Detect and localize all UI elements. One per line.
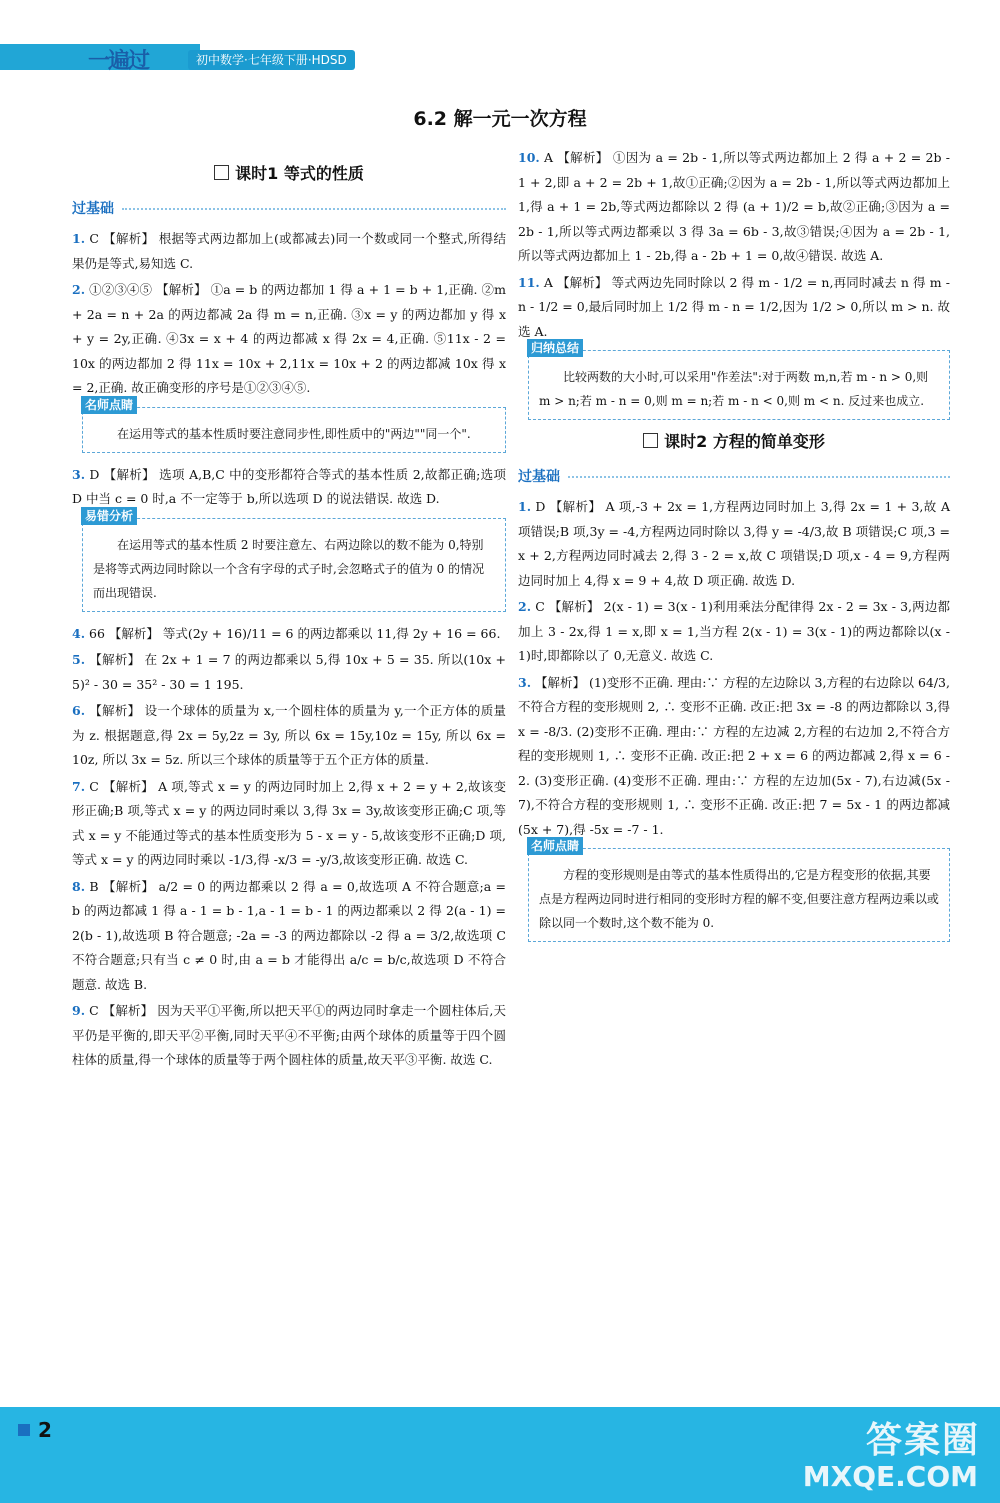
lesson-box-icon: [643, 433, 658, 448]
left-column: [72, 158, 506, 1075]
section-jichu: [72, 197, 506, 222]
answer-item: 7. C 【解析】 A 项,等式 x = y 的两边同时加上 2,得 x + 2 = y + 2,故该变形正确;B 项,等式 x = y 的两边同时乘以 3,得 3x = 3y,故该变形正确;C 项,等式 x = y 不能通过等式的基本性质变形为 5 - x = y - 5,故该变形不正确;D 项,等式 x = y 的两边同时乘以 -1/3,得 -x/3 = -y/3,故该变形正确. 故选 C.: [72, 778, 506, 867]
tip-text: 方程的变形规则是由等式的基本性质得出的,它是方程变形的依据,其要点是方程两边同时进行相同的变形时方程的解不变,但要注意方程两边乘以或除以同一个数时,这个数不能为 0.: [539, 868, 939, 930]
jichu-badge: 过基础: [72, 200, 114, 217]
section-title: 6.2 解一元一次方程: [413, 108, 587, 130]
answer-item: 3. D 【解析】 选项 A,B,C 中的变形都符合等式的基本性质 2,故都正确;选项 D 中当 c = 0 时,a 不一定等于 b,所以选项 D 的说法错误. 故选 D.: [72, 466, 506, 506]
answer-item: 6. 【解析】 设一个球体的质量为 x,一个圆柱体的质量为 y,一个正方体的质量为 z. 根据题意,得 2x = 5y,2z = 3y, 所以 6x = 15y,10z = 15y, 所以 6x = 10z, 所以 3x = 5z. 所以三个球体的质量等于五个正方体的质量.: [72, 703, 506, 767]
lesson-box-icon: [214, 165, 229, 180]
answer-item: 9. C 【解析】 因为天平①平衡,所以把天平①的两边同时拿走一个圆柱体后,天平仍是平衡的,即天平②平衡,同时天平④不平衡;由两个球体的质量等于四个圆柱体的质量,得一个球体的质量等于两个圆柱体的质量,故天平③平衡. 故选 C.: [72, 1003, 506, 1067]
tip-label: 名师点睛: [81, 396, 137, 414]
answer-item: 1. C 【解析】 根据等式两边都加上(或都减去)同一个数或同一个整式,所得结果仍是等式,易知选 C.: [72, 231, 506, 271]
watermark-url: MXQE.COM: [802, 1460, 978, 1493]
brand-logo: 一遍过: [88, 49, 149, 74]
answer-item: 4. 66 【解析】 等式(2y + 16)/11 = 6 的两边都乘以 11,得 2y + 16 = 66.: [72, 625, 501, 641]
right-column: [518, 146, 950, 952]
answer-item: 5. 【解析】 在 2x + 1 = 7 的两边都乘以 5,得 10x + 5 = 35. 所以(10x + 5)² - 30 = 35² - 30 = 1 195.: [72, 652, 506, 692]
tip-box: [82, 397, 506, 453]
answer-item: 2. ①②③④⑤ 【解析】 ①a = b 的两边都加 1 得 a + 1 = b + 1,正确. ②m + 2a = n + 2a 的两边都减 2a 得 m = n,正确. ③x = y 的两边都加 y 得 x + y = 2y,正确. ④3x = x + 4 的两边都减 x 得 2x = 4,正确. ⑤11x - 2 = 10x 的两边都加 2 得 11x = 10x + 2,11x = 10x + 2 的两边都减 10x 得 x = 2,正确. 故正确变形的序号是①②③④⑤.: [72, 282, 506, 395]
tip-text: 在运用等式的基本性质时要注意同步性,即性质中的"两边""同一个".: [117, 426, 471, 441]
subject-label: 初中数学·七年级下册·HDSD: [188, 50, 355, 70]
page-square-icon: [18, 1424, 30, 1436]
tip-box: [528, 839, 950, 942]
summary-text: 比较两数的大小时,可以采用"作差法":对于两数 m,n,若 m - n > 0,则 m > n;若 m - n = 0,则 m = n;若 m - n < 0,则 m < n. 反过来也成立.: [539, 370, 929, 408]
answer-item: 8. B 【解析】 a/2 = 0 的两边都乘以 2 得 a = 0,故选项 A 不符合题意;a = b 的两边都减 1 得 a - 1 = b - 1,a - 1 = b - 1 的两边都乘以 2 得 2(a - 1) = 2(b - 1),故选项 B 符合题意; -2a = -3 的两边都除以 -2 得 a = 3/2,故选项 C 不符合题意;只有当 c ≠ 0 时,由 a = b 才能得出 a/c = b/c,故选项 D 不符合题意. 故选 B.: [72, 878, 506, 992]
answer-item: 10. A 【解析】 ①因为 a = 2b - 1,所以等式两边都加上 2 得 a + 2 = 2b - 1 + 2,即 a + 2 = 2b + 1,故①正确;②因为 a = 2b - 1,所以等式两边都加上 1,得 a + 1 = 2b,等式两边都除以 2 得 (a + 1)/2 = b,故②正确;③因为 a = 2b - 1,所以等式两边都乘以 3 得 3a = 6b - 3,故③错误;④因为 a = 2b - 1,所以等式两边都加上 1 - 2b,得 a - 2b + 1 = 0,故④错误. 故选 A.: [518, 150, 950, 263]
error-analysis-box: [82, 508, 506, 612]
section-jichu: [518, 465, 950, 490]
answer-item: 11. A 【解析】 等式两边先同时除以 2 得 m - 1/2 = n,再同时减去 n 得 m - n - 1/2 = 0,最后同时加上 1/2 得 m - n = 1/2,因为 1/2 > 0,所以 m > n. 故选 A.: [518, 274, 950, 339]
error-analysis-label: 易错分析: [81, 507, 137, 525]
answer-item: 3. 【解析】 (1)变形不正确. 理由:∵ 方程的左边除以 3,方程的右边除以 64/3,不符合方程的变形规则 2, ∴ 变形不正确. 改正:把 3x = -8 的两边都除以 3,得 x = -8/3. (2)变形不正确. 理由:∵ 方程的左边减 2,方程的右边加 2,不符合方程的变形规则 1, ∴ 变形不正确. 改正:把 2 + x = 6 的两边都减 2,得 x = 6 - 2. (3)变形正确. (4)变形不正确. 理由:∵ 方程的左边加(5x - 7),右边减(5x - 7),不符合方程的变形规则 1, ∴ 变形不正确. 改正:把 7 = 5x - 1 的两边都减(5x + 7),得 -5x = -7 - 1.: [518, 674, 950, 837]
tip-label: 名师点睛: [527, 837, 583, 855]
page-number: 2: [18, 1418, 52, 1442]
lesson-title-2: 课时2 方程的简单变形: [518, 430, 950, 455]
watermark-logo: 答案圈: [865, 1420, 980, 1461]
answer-item: 1. D 【解析】 A 项,-3 + 2x = 1,方程两边同时加上 3,得 2x = 1 + 3,故 A 项错误;B 项,3y = -4,方程两边同时除以 3,得 y = -4/3,故 B 项错误;C 项,3 = x + 2,方程两边同时减去 2,得 3 - 2 = x,故 C 项错误;D 项,x - 4 = 9,方程两边同时加上 4,得 x = 9 + 4,故 D 项正确. 故选 D.: [518, 499, 950, 588]
answer-item: 2. C 【解析】 2(x - 1) = 3(x - 1)利用乘法分配律得 2x - 2 = 3x - 3,两边都加上 3 - 2x,得 1 = x,即 x = 1,当方程 2(x - 1) = 3(x - 1)的两边都除以(x - 1)时,即都除以了 0,无意义. 故选 C.: [518, 599, 950, 663]
summary-label: 归纳总结: [527, 339, 583, 357]
lesson-title-1: 课时1 等式的性质: [72, 162, 506, 187]
jichu-badge: 过基础: [518, 468, 560, 485]
error-analysis-text: 在运用等式的基本性质 2 时要注意左、右两边除以的数不能为 0,特别是将等式两边同时除以一个含有字母的式子时,会忽略式子的值为 0 的情况而出现错误.: [93, 537, 485, 600]
summary-box: [528, 341, 950, 420]
